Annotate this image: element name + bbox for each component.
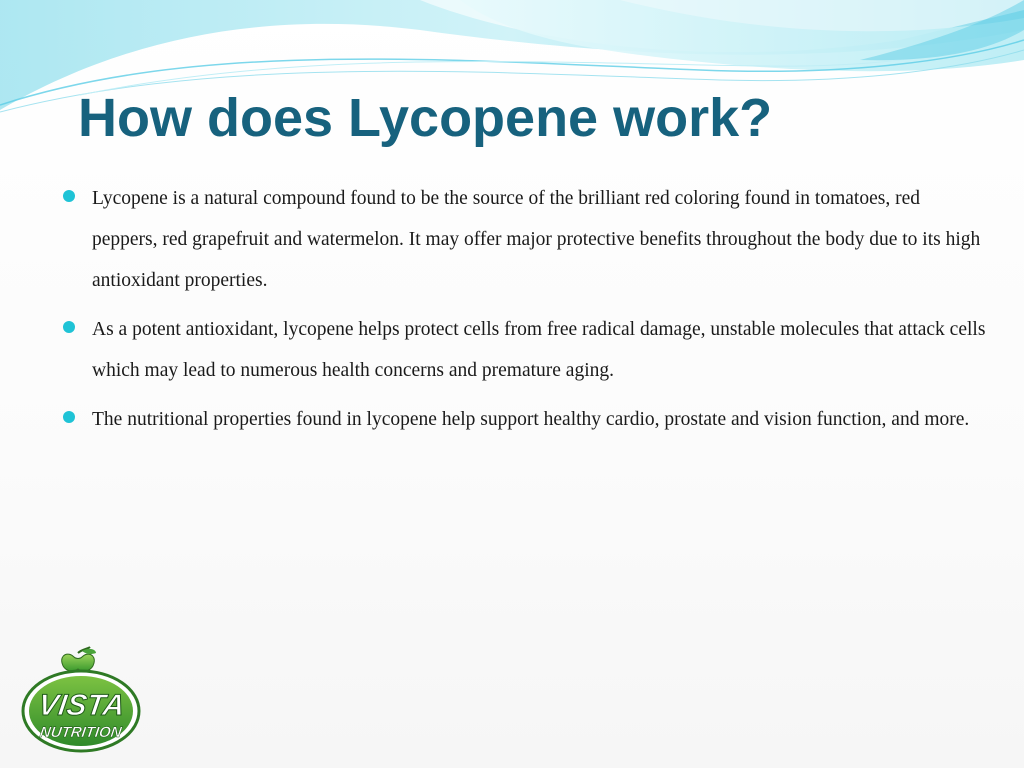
bullet-item-1 (60, 178, 990, 301)
bullet-item-2 (60, 309, 990, 391)
bullet-list (60, 178, 990, 448)
bullet-text-2: As a potent antioxidant, lycopene helps protect cells from free radical damage, unstable molecules that attack cells which may lead to numerous health concerns and premature aging. (92, 319, 986, 381)
bullet-dot-icon (63, 190, 75, 202)
apple-icon (62, 647, 96, 671)
bullet-item-3 (60, 399, 990, 440)
vista-nutrition-logo (16, 645, 146, 757)
bullet-text-3: The nutritional properties found in lycopene help support healthy cardio, prostate and vision function, and more. (92, 409, 970, 430)
slide-title: How does Lycopene work? (78, 88, 773, 148)
logo-text-vista: VISTA (36, 689, 127, 722)
bullet-text-1: Lycopene is a natural compound found to be the source of the brilliant red coloring found in tomatoes, red peppers, red grapefruit and watermelon. It may offer major protective benefits throughout the body due to its high antioxidant properties. (92, 188, 981, 291)
bullet-dot-icon (63, 321, 75, 333)
logo-text-nutrition: NUTRITION (38, 724, 123, 741)
bullet-dot-icon (63, 411, 75, 423)
